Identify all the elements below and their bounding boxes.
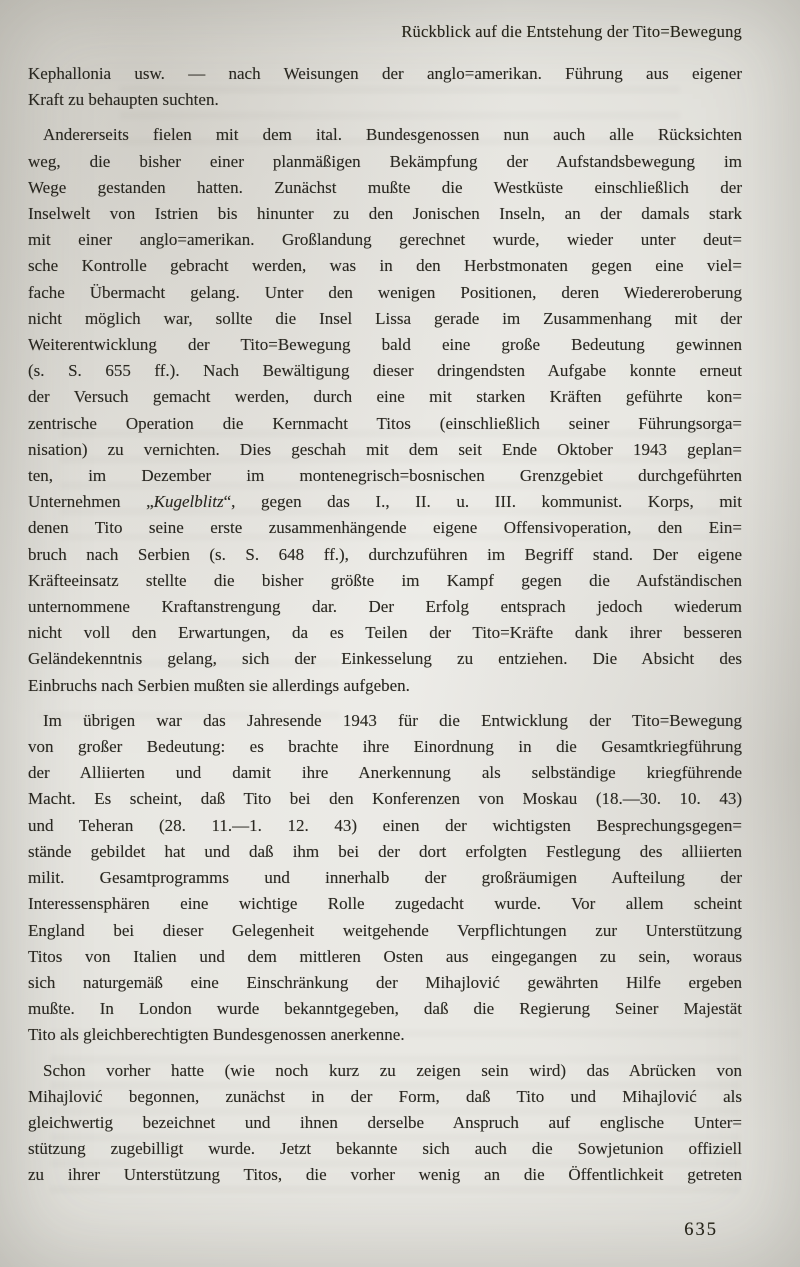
text-line: zentrische Operation die Kernmacht Titos (einschließlich seiner Führungsorga= — [28, 413, 742, 433]
text-line: unternommene Kraftanstrengung dar. Der Erfolg entsprach jedoch wiederum — [28, 597, 742, 617]
page-content — [28, 22, 742, 1189]
text-line: Inselwelt von Istrien bis hinunter zu den Jonischen Inseln, an der damals stark — [28, 204, 742, 224]
text-line: sche Kontrolle gebracht werden, was in den Herbstmonaten gegen eine viel= — [28, 256, 742, 276]
text-line: England bei dieser Gelegenheit weitgehende Verpflichtungen zur Unterstützung — [28, 920, 742, 940]
text-line: Geländekenntnis gelang, sich der Einkesselung zu entziehen. Die Absicht des — [28, 649, 742, 669]
text-line: Interessensphären eine wichtige Rolle zugedacht wurde. Vor allem scheint — [28, 894, 742, 914]
text-line: Kräfteeinsatz stellte die bisher größte im Kampf gegen die Aufständischen — [28, 570, 742, 590]
text-line: Im übrigen war das Jahresende 1943 für die Entwicklung der Tito=Bewegung — [43, 710, 742, 730]
text-line: weg, die bisher einer planmäßigen Bekämpfung der Aufstandsbewegung im — [28, 151, 742, 171]
text-line: Wege gestanden hatten. Zunächst mußte die Westküste einschließlich der — [28, 177, 742, 197]
text-line: denen Tito seine erste zusammenhängende eigene Offensivoperation, den Ein= — [28, 518, 742, 538]
text-line: Titos von Italien und dem mittleren Osten aus eingegangen zu sein, woraus — [28, 946, 742, 966]
paragraph — [28, 1058, 742, 1189]
text-line: fache Übermacht gelang. Unter den wenigen Positionen, deren Wiedereroberung — [28, 282, 742, 302]
text-line: Unternehmen „Kugelblitz“, gegen das I., II. u. III. kommunist. Korps, mit — [28, 492, 742, 512]
text-line: (s. S. 655 ff.). Nach Bewältigung dieser dringendsten Aufgabe konnte erneut — [28, 361, 742, 381]
text-line: Kraft zu behaupten suchten. — [28, 90, 219, 110]
text-block — [28, 61, 742, 1189]
text-line: Kephallonia usw. — nach Weisungen der anglo=amerikan. Führung aus eigener — [28, 64, 742, 83]
text-line: Weiterentwicklung der Tito=Bewegung bald eine große Bedeutung gewinnen — [28, 335, 742, 355]
paragraph — [28, 122, 742, 698]
text-line: stände gebildet hat und daß ihm bei der dort erfolgten Festlegung des alliierten — [28, 841, 742, 861]
text-line: ten, im Dezember im montenegrisch=bosnischen Grenzgebiet durchgeführten — [28, 466, 742, 486]
text-line: stützung zugebilligt wurde. Jetzt bekannte sich auch die Sowjetunion offiziell — [28, 1139, 742, 1159]
paragraph — [28, 708, 742, 1049]
text-line: milit. Gesamtprogramms und innerhalb der großräumigen Aufteilung der — [28, 868, 742, 888]
text-line: Einbruchs nach Serbien mußten sie allerdings aufgeben. — [28, 675, 410, 695]
text-line: Tito als gleichberechtigten Bundesgenossen anerkenne. — [28, 1025, 405, 1045]
text-line: nisation) zu vernichten. Dies geschah mit dem seit Ende Oktober 1943 geplan= — [28, 439, 742, 459]
text-line: von großer Bedeutung: es brachte ihre Einordnung in die Gesamtkriegführung — [28, 737, 742, 757]
text-line: der Versuch gemacht werden, durch eine mit starken Kräften geführte kon= — [28, 387, 742, 407]
text-line: nicht möglich war, sollte die Insel Lissa gerade im Zusammenhang mit der — [28, 308, 742, 328]
text-line: der Alliierten und damit ihre Anerkennung als selbständige kriegführende — [28, 763, 742, 783]
text-line: mit einer anglo=amerikan. Großlandung gerechnet wurde, wieder unter deut= — [28, 230, 742, 250]
text-line: Mihajlović begonnen, zunächst in der Form, daß Tito und Mihajlović als — [28, 1086, 742, 1106]
text-line: Schon vorher hatte (wie noch kurz zu zeigen sein wird) das Abrücken von — [43, 1060, 742, 1080]
text-line: nicht voll den Erwartungen, da es Teilen der Tito=Kräfte dank ihrer besseren — [28, 623, 742, 643]
text-line: sich naturgemäß eine Einschränkung der Mihajlović gewährten Hilfe ergeben — [28, 972, 742, 992]
paragraph — [28, 61, 742, 113]
text-line: mußte. In London wurde bekanntgegeben, daß die Regierung Seiner Majestät — [28, 999, 742, 1019]
text-line: bruch nach Serbien (s. S. 648 ff.), durchzuführen im Begriff stand. Der eigene — [28, 544, 742, 564]
running-header: Rückblick auf die Entstehung der Tito=Bewegung — [401, 22, 742, 41]
text-line: gleichwertig bezeichnet und ihnen derselbe Anspruch auf englische Unter= — [28, 1112, 742, 1132]
text-line: Andererseits fielen mit dem ital. Bundesgenossen nun auch alle Rücksichten — [43, 125, 742, 145]
text-line: zu ihrer Unterstützung Titos, die vorher wenig an die Öffentlichkeit getreten — [28, 1165, 742, 1185]
text-line: und Teheran (28. 11.—1. 12. 43) einen der wichtigsten Besprechungsgegen= — [28, 815, 742, 835]
text-line: Macht. Es scheint, daß Tito bei den Konferenzen von Moskau (18.—30. 10. 43) — [28, 789, 742, 809]
page-number: 635 — [684, 1220, 718, 1240]
